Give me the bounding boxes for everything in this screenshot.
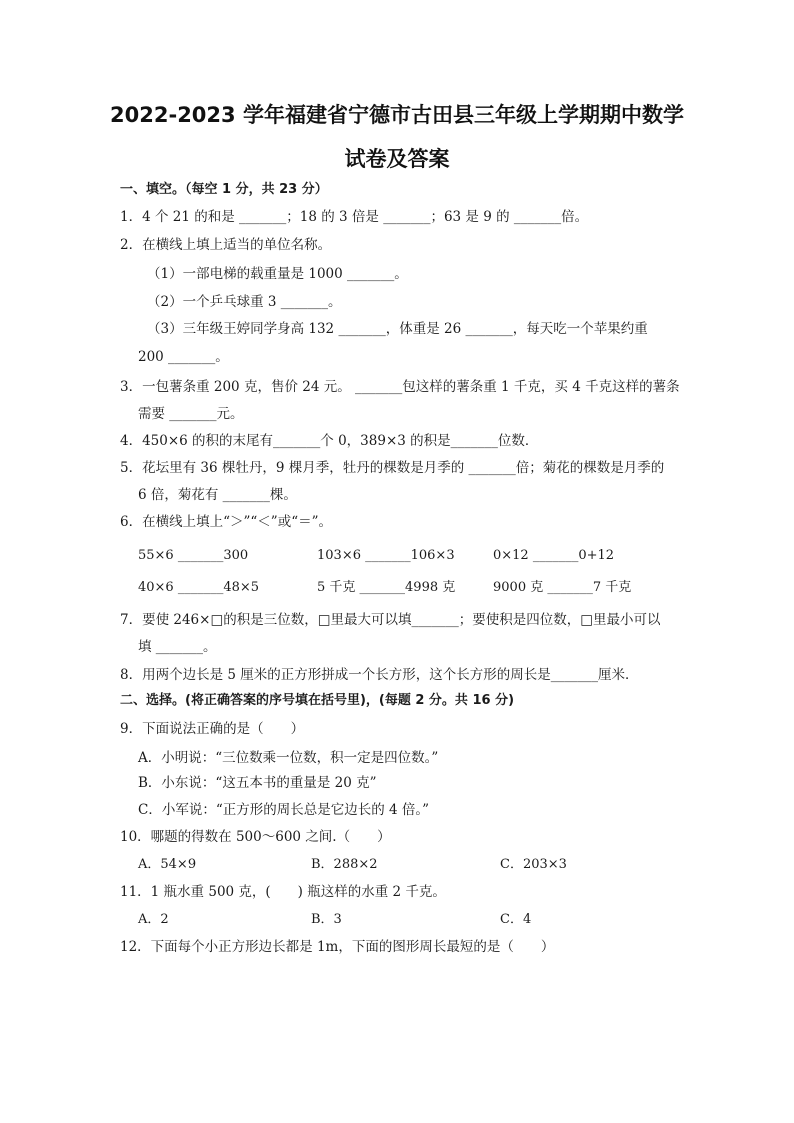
question-2-stem: 2．在横线上填上适当的单位名称。 xyxy=(120,237,332,253)
question-6-item-3: 0×12 _______0+12 xyxy=(493,548,615,563)
section1-heading: 一、填空。（每空 1 分，共 23 分） xyxy=(120,182,328,197)
question-10-option-b: B．288×2 xyxy=(311,857,378,872)
exam-title-line1: 2022-2023 学年福建省宁德市古田县三年级上学期期中数学 xyxy=(110,103,684,127)
exam-title-line2: 试卷及答案 xyxy=(344,147,450,171)
question-7-line1: 7．要使 246×□的积是三位数，□里最大可以填_______；要使积是四位数，□里最小可以 xyxy=(120,612,661,628)
question-2-b: （2）一个乒乓球重 3 _______。 xyxy=(147,294,342,310)
question-6-item-5: 5 千克 _______4998 克 xyxy=(317,580,456,595)
question-5-line1: 5．花坛里有 36 棵牡丹，9 棵月季，牡丹的棵数是月季的 _______倍；菊花的棵数是月季的 xyxy=(120,460,665,476)
question-6-item-6: 9000 克 _______7 千克 xyxy=(493,580,632,595)
question-11-stem: 11．1 瓶水重 500 克，( ) 瓶这样的水重 2 千克。 xyxy=(120,884,446,900)
question-7-line2: 填 _______。 xyxy=(138,639,217,655)
question-10-stem: 10．哪题的得数在 500～600 之间.（ ） xyxy=(120,829,391,845)
question-6-item-4: 40×6 _______48×5 xyxy=(138,580,260,595)
section2-heading: 二、选择。(将正确答案的序号填在括号里)，(每题 2 分。共 16 分) xyxy=(120,693,515,708)
question-4: 4．450×6 的积的末尾有_______个 0，389×3 的积是_______位数． xyxy=(120,433,539,449)
question-2-c-line1: （3）三年级王婷同学身高 132 _______，体重是 26 _______，每天吃一个苹果约重 xyxy=(147,321,648,337)
question-8: 8．用两个边长是 5 厘米的正方形拼成一个长方形，这个长方形的周长是_______厘米． xyxy=(120,667,639,683)
question-6-item-1: 55×6 _______300 xyxy=(138,548,249,563)
question-1: 1．4 个 21 的和是 _______；18 的 3 倍是 _______；63 是 9 的 _______倍。 xyxy=(120,209,589,225)
question-11-option-c: C．4 xyxy=(500,912,532,927)
question-3-line1: 3．一包薯条重 200 克，售价 24 元。 _______包这样的薯条重 1 千克，买 4 千克这样的薯条 xyxy=(120,379,680,395)
question-10-option-a: A．54×9 xyxy=(138,857,197,872)
question-12-stem: 12．下面每个小正方形边长都是 1m，下面的图形周长最短的是（ ） xyxy=(120,939,555,955)
question-9-option-b: B．小东说：“这五本书的重量是 20 克” xyxy=(138,775,377,791)
question-10-option-c: C．203×3 xyxy=(500,857,567,872)
question-2-a: （1）一部电梯的载重量是 1000 _______。 xyxy=(147,266,408,282)
question-11-option-b: B．3 xyxy=(311,912,342,927)
question-3-line2: 需要 _______元。 xyxy=(138,406,244,422)
question-11-option-a: A．2 xyxy=(138,912,169,927)
question-9-option-a: A．小明说：“三位数乘一位数，积一定是四位数。” xyxy=(138,750,439,766)
question-2-c-line2: 200 _______。 xyxy=(138,349,229,365)
question-5-line2: 6 倍，菊花有 _______棵。 xyxy=(138,487,297,503)
question-6-stem: 6．在横线上填上“＞”“＜”或“＝”。 xyxy=(120,514,332,530)
question-6-item-2: 103×6 _______106×3 xyxy=(317,548,455,563)
question-9-stem: 9．下面说法正确的是（ ） xyxy=(120,721,305,737)
question-9-option-c: C．小军说：“正方形的周长总是它边长的 4 倍。” xyxy=(138,802,430,818)
